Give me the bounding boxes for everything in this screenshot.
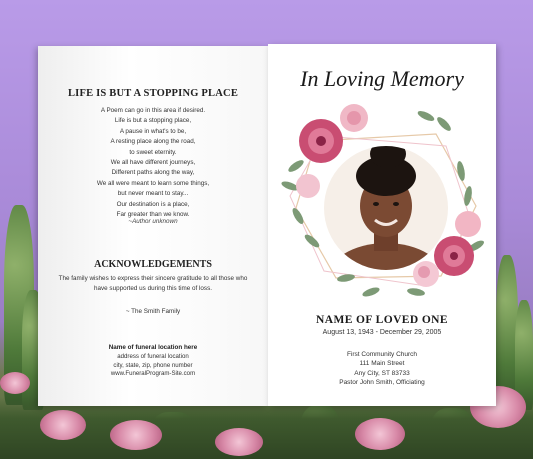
pink-cactus-flower — [355, 418, 405, 450]
poem-line: Life is but a stopping place, — [114, 117, 192, 125]
poem-line: A resting place along the road, — [110, 138, 196, 146]
acknowledgements-text: The family wishes to express their sincere gratitude to all those who have supported us during this time of loss. — [58, 275, 248, 293]
poem-line: Far greater than we know. — [116, 211, 190, 219]
service-line: 111 Main Street — [359, 360, 405, 368]
poem-line: A pause in what's to be, — [119, 127, 187, 135]
service-line: Any City, ST 83733 — [354, 369, 410, 377]
pink-cactus-flower — [215, 428, 263, 456]
acknowledgements-signature: ~ The Smith Family — [125, 308, 181, 315]
poem-line: but never meant to stay... — [117, 190, 189, 198]
poem-line: A Poem can go in this area if desired. — [100, 107, 206, 114]
poem-author: ~Author unknown — [128, 218, 178, 225]
program-cover-page — [268, 44, 496, 406]
poem-title: LIFE IS BUT A STOPPING PLACE — [67, 88, 239, 99]
poem-line: Our destination is a place, — [116, 200, 190, 208]
floral-wreath-portrait — [276, 96, 488, 306]
location-line: city, state, zip, phone number — [113, 361, 193, 369]
poem-line: We all have different journeys, — [110, 159, 196, 167]
program-inside-page — [38, 46, 268, 406]
funeral-location-details — [38, 353, 268, 379]
location-line: address of funeral location — [117, 353, 189, 360]
acknowledgements-title: ACKNOWLEDGEMENTS — [94, 259, 212, 270]
service-details — [268, 350, 496, 387]
pink-cactus-flower — [110, 420, 162, 450]
poem-text — [38, 106, 268, 220]
poem-line: We all were meant to learn some things, — [96, 179, 210, 187]
service-line: First Community Church — [346, 351, 418, 358]
loved-one-name: NAME OF LOVED ONE — [316, 314, 448, 326]
pink-cactus-flower — [40, 410, 86, 440]
location-line: www.FuneralProgram-Site.com — [110, 370, 196, 378]
cover-title: In Loving Memory — [300, 66, 464, 91]
poem-line: to sweet eternity. — [129, 148, 177, 156]
life-dates: August 13, 1943 - December 29, 2005 — [322, 329, 442, 336]
service-line: Pastor John Smith, Officiating — [339, 378, 425, 386]
poem-line: Different paths along the way, — [111, 169, 195, 177]
funeral-location-title: Name of funeral location here — [108, 344, 198, 351]
pink-cactus-flower — [0, 372, 30, 394]
